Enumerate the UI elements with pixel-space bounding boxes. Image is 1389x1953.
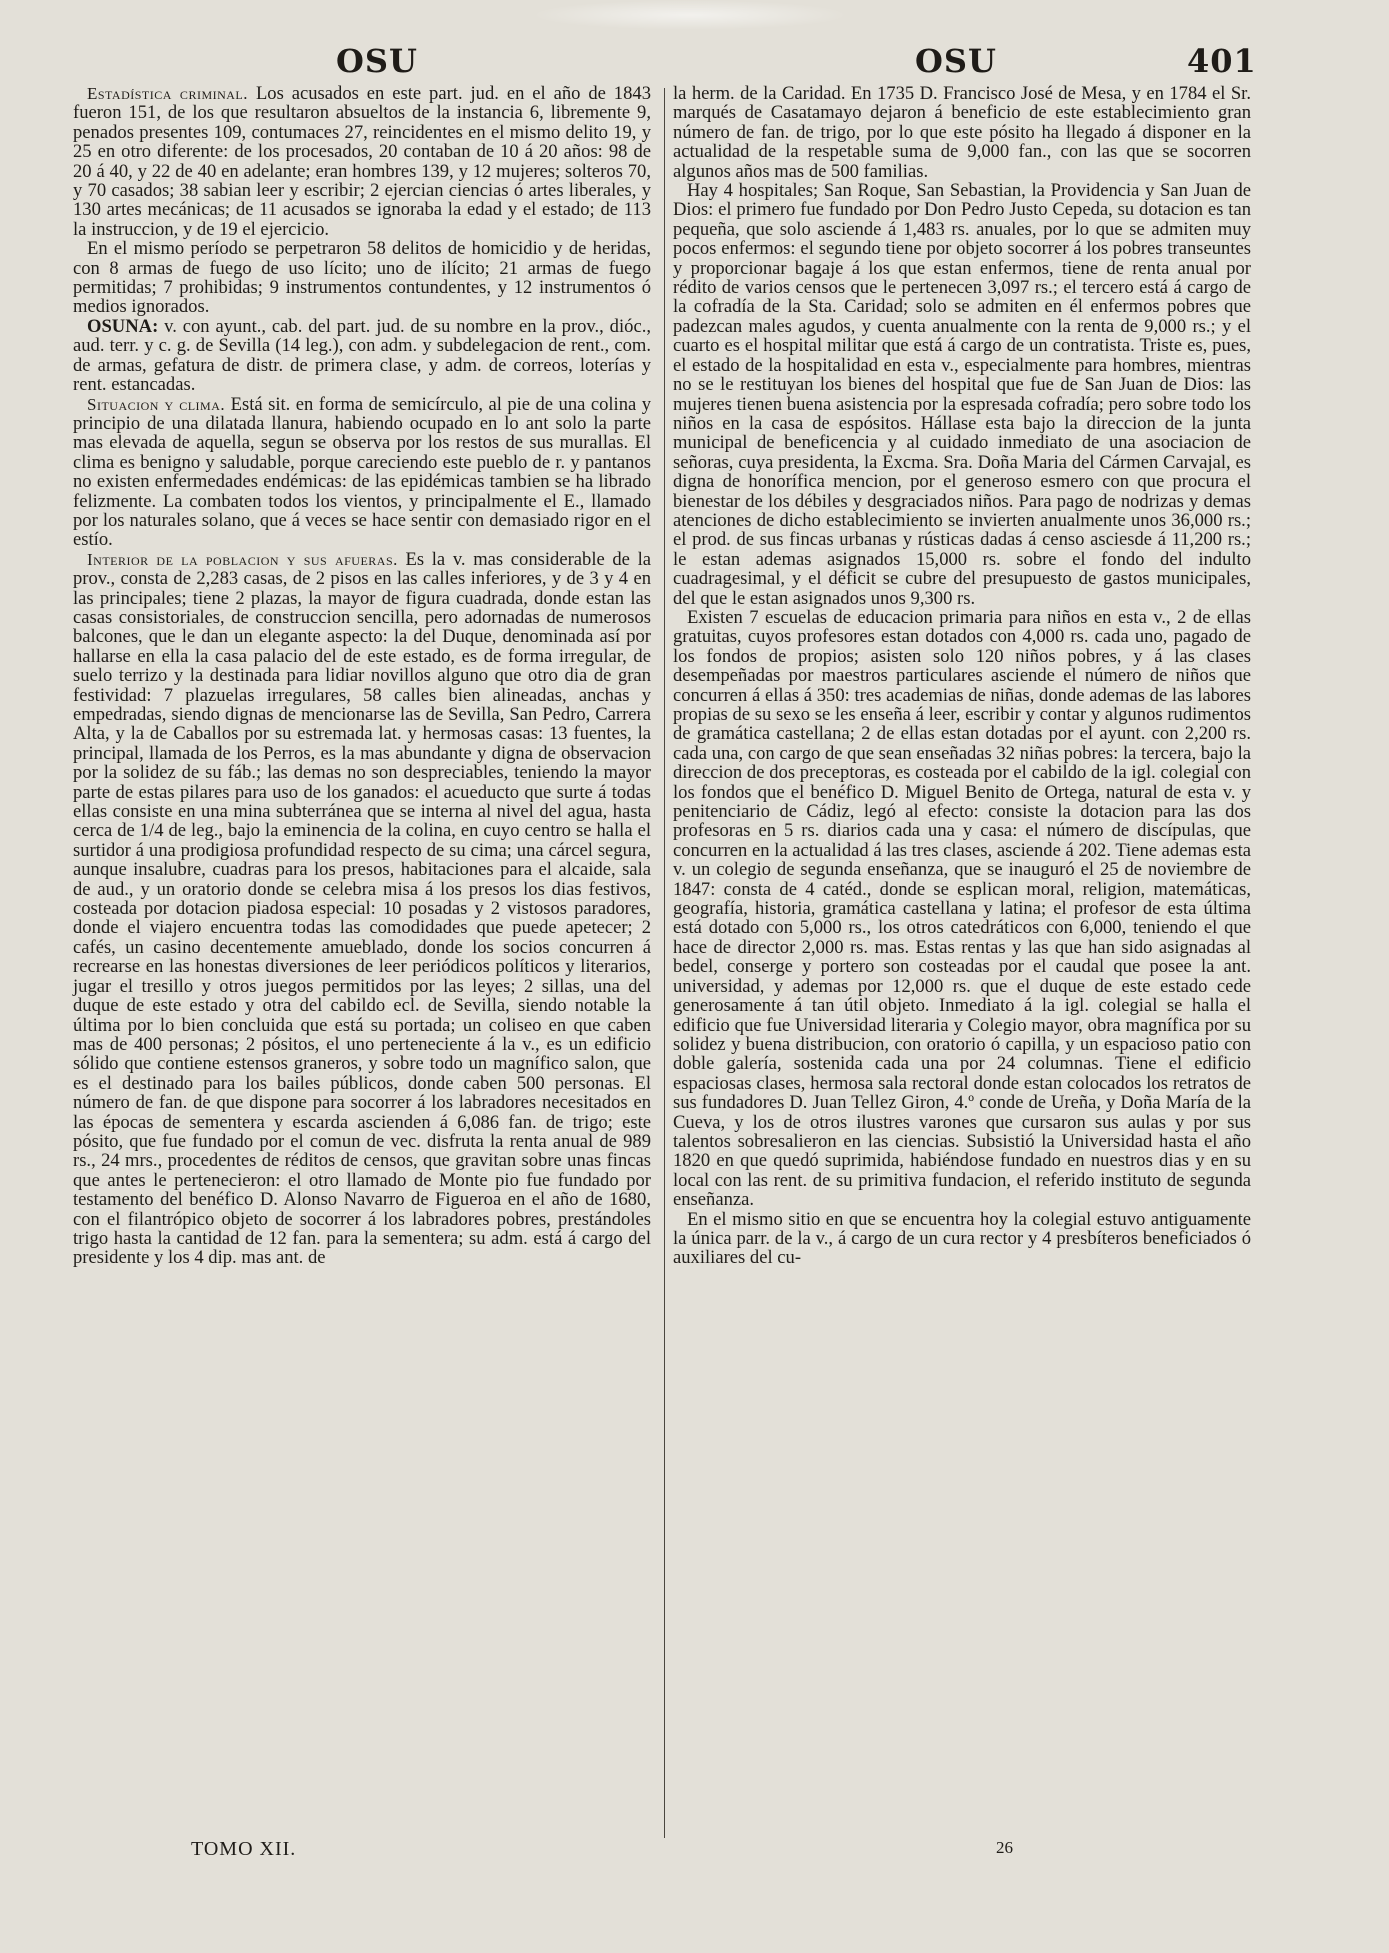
paragraph-text: Es la v. mas considerable de la prov., consta de 2,283 casas, de 2 pisos en las calles inferiores, y de 3 y 4 en las principales; tiene 2 plazas, la mayor de figura cuadrada, donde estan las casas consistoriales, de construccion sencilla, pero adornadas de numerosos balcones, que le dan un elegante aspecto: la del Duque, denominada así por hallarse en ella la casa palacio del de este estado, es de forma irregular, de suelo terrizo y la destinada para lidiar novillos alguno que otro dia de gran festividad: 7 plazuelas irregulares, 58 calles bien alineadas, anchas y empedradas, siendo dignas de mencionarse las de Sevilla, San Pedro, Carrera Alta, y la de Caballos por su estremada lat. y hermosas casas: 13 fuentes, la principal, llamada de los Perros, es la mas abundante y digna de observacion por la solidez de su fáb.; las demas no son despreciables, teniendo la mayor parte de estas pilares para uso de los ganados: el acueducto que surte á todas ellas consiste en una mina subterránea que se interna al nivel del agua, hasta cerca de 1/4 de leg., bajo la eminencia de la colina, en cuyo centro se halla el surtidor á una prodigiosa profundidad respecto de su cima; una cárcel segura, aunque insalubre, cuadras para los presos, habitaciones para el alcaide, sala de aud., y un oratorio donde se celebra misa á los presos los dias festivos, costeada por dotacion piadosa especial: 10 posadas y 2 vistosos paradores, donde el viajero encuentra todas las comodidades que puede apetecer; 2 cafés, un casino decentemente amueblado, donde los socios concurren á recrearse en las honestas diversiones de leer periódicos políticos y literarios, jugar el tresillo y otros juegos permitidos por las leyes; 2 sillas, una del duque de este estado y otra del cabildo ecl. de Sevilla, siendo notable la última por lo bien concluida que está su portada; un coliseo en que caben mas de 400 personas; 2 pósitos, el uno perteneciente á la v., es un edificio sólido que contiene estensos graneros, y sobre todo un magnífico salon, que es el destinado para los bailes públicos, donde caben 500 personas. El número de fan. de que dispone para socorrer á los labradores necesitados en las épocas de sementera y escarda ascienden á 6,086 fan. de trigo; este pósito, que fue fundado por el comun de vec. disfruta la renta anual de 989 rs., 24 mrs., procedentes de réditos de censos, que gravitan sobre unas fincas que antes le pertenecieron: el otro llamado de Monte pio fue fundado por testamento del benéfico D. Alonso Navarro de Figueroa en el año de 1680, con el filantrópico objeto de socorrer á los labradores pobres, prestándoles trigo hasta la cantidad de 12 fan. para la sementera; su adm. está á cargo del presidente y los 4 dip. mas ant. de	[73, 548, 651, 1269]
paragraph-text: Está sit. en forma de semicírculo, al pie de una colina y principio de una dilatada llanura, habiendo ocupado en lo ant solo la parte mas elevada de aquella, segun se observa por los restos de sus murallas. El clima es benigno y saludable, porque careciendo este pueblo de r. y pantanos no existen enfermedades endémicas: de las epidémicas tambien se ha librado felizmente. La combaten todos los vientos, y principalmente el E., llamado por los naturales solano, que á veces se hace sentir con demasiado rigor en el estío.	[73, 393, 652, 551]
column-divider	[664, 88, 665, 1838]
paragraph	[73, 239, 651, 317]
running-head-center: OSU	[915, 42, 997, 80]
page-number: 401	[1187, 42, 1257, 80]
paragraph: Existen 7 escuelas de educacion primaria para niños en esta v., 2 de ellas gratuitas, cuyos profesores estan dotados con 4,000 rs. cada uno, pagado de los fondos de propios; asisten solo 120 niños pobres, y á las clases desempeñadas por maestros particulares asciende el número de niños que concurren á ellas á 350: tres academias de niñas, donde ademas de las labores propias de su sexo se les enseña á leer, escribir y contar y algunos rudimentos de gramática castellana; 2 de ellas estan dotadas por el ayunt. con 2,200 rs. cada una, con cargo de que sean enseñadas 32 niñas pobres: la tercera, bajo la direccion de dos preceptoras, es costeada por el cabildo de la igl. colegial con los fondos que el benéfico D. Miguel Benito de Ortega, natural de esta v. y penitenciario de Cádiz, legó al efecto: consiste la dotacion para las dos profesoras en 5 rs. diarios cada una y casa: el número de discípulas, que concurren en la actualidad á las tres clases, asciende á 202. Tiene ademas esta v. un colegio de segunda enseñanza, que se inauguró el 25 de noviembre de 1847: consta de 4 catéd., donde se esplican moral, religion, matemáticas, geografía, historia, gramática castellana y latina; el profesor de esta última está dotado con 5,000 rs., los otros catedráticos con 6,000, teniendo el que hace de director 2,000 rs. mas. Estas rentas y las que han sido asignadas al bedel, conserge y portero son costeadas por el caudal que posee la ant. universidad, y ademas por 12,000 rs. que el duque de este estado cede generosamente á tan útil objeto. Inmediato á la igl. colegial se halla el edificio que fue Universidad literaria y Colegio mayor, obra magnífica por su solidez y buena distribucion, con oratorio ó capilla, y un espacioso patio con doble galería, sostenida cada una por 24 columnas. Tiene el edificio espaciosas clases, hermosa sala rectoral donde estan colocados los retratos de sus fundadores D. Juan Tellez Giron, 4.º conde de Ureña, y Doña María de la Cueva, y los de otros ilustres varones que cursaron sus aulas y por sus talentos sobresalieron en las ciencias. Subsistió la Universidad hasta el año 1820 en que quedó suprimida, habiéndose fundado en nuestros dias y en su local con las rent. de su primitiva fundacion, el referido instituto de segunda enseñanza.	[673, 606, 1251, 1211]
section-label: Interior de la poblacion y sus afueras.	[87, 549, 398, 569]
paragraph: Hay 4 hospitales; San Roque, San Sebastian, la Providencia y San Juan de Dios: el primero fue fundado por Don Pedro Justo Cepeda, su dotacion es tan pequeña, que solo asciende á 1,483 rs. anuales, por lo que se admiten muy pocos enfermos: el segundo tiene por objeto socorrer á los pobres transeuntes y proporcionar bagaje á los que estan enfermos, tiene de renta anual por rédito de varios censos que le pertenecen 3,097 rs.; el tercero está á cargo de la cofradía de la Sta. Caridad; solo se admiten en él enfermos pobres que padezcan males agudos, y cuenta anualmente con la renta de 9,000 rs.; y el cuarto es el hospital militar que está á cargo de un contratista. Triste es, pues, el estado de la hospitalidad en esta v., especialmente para hombres, mientras no se le restituyan los bienes del hospital que fue de San Juan de Dios: las mujeres tienen buena asistencia por la espresada cofradía; pero sobre todo los niños en la casa de espósitos. Hállase esta bajo la direccion de la junta municipal de beneficencia y al cuidado inmediato de una asociacion de señoras, cuya presidenta, la Excma. Sra. Doña Maria del Cármen Carvajal, es digna de honorífica mencion, por el generoso esmero con que procura el bienestar de los débiles y desgraciados niños. Para pago de nodrizas y demas atenciones de dicho establecimiento se invierten anualmente unos 36,000 rs.; el prod. de sus fincas urbanas y rústicas dadas á censo asciesde á 11,200 rs.; le estan ademas asignados 15,000 rs. sobre el fondo del indulto cuadragesimal, y el déficit se cubre del presupuesto de gastos municipales, del que le estan asignados unos 9,300 rs.	[673, 180, 1251, 609]
left-column	[73, 84, 651, 1268]
paragraph-text: Los acusados en este part. jud. en el año de 1843 fueron 151, de los que resultaron absueltos de la instancia 6, libremente 9, penados presentes 109, contumaces 27, reincidentes en el mismo delito 19, y 25 en otro diferente: de los procesados, 20 contaban de 10 á 20 años: 98 de 20 á 40, y 22 de 40 en adelante; eran hombres 139, y 12 mujeres; solteros 70, y 70 casados; 38 sabian leer y escribir; 2 ejercian ciencias ó artes liberales, y 130 artes mecánicas; de 11 acusados se ignoraba la edad y el estado; de 113 la instruccion, y de 19 el ejercicio.	[73, 83, 651, 240]
paragraph	[73, 550, 651, 1268]
paragraph-text: En el mismo período se perpetraron 58 delitos de homicidio y de heridas, con 8 armas de fuego de uso lícito; uno de ilícito; 21 armas de fuego permitidas; 7 prohibidas; 9 instrumentos contundentes, y 12 instrumentos ó medios ignorados.	[73, 238, 651, 318]
running-head-left: OSU	[336, 42, 418, 80]
volume-label: TOMO XII.	[191, 1838, 297, 1860]
paragraph	[73, 395, 651, 550]
paragraph: En el mismo sitio en que se encuentra hoy la colegial estuvo antiguamente la única parr. de la v., á cargo de un cura rector y 4 presbíteros beneficiados ó auxiliares del cu-	[673, 1208, 1251, 1269]
right-column	[673, 84, 1251, 1268]
paragraph: la herm. de la Caridad. En 1735 D. Francisco José de Mesa, y en 1784 el Sr. marqués de Casatamayo dejaron á beneficio de este establecimiento gran número de fan. de trigo, por lo que este pósito ha llegado á disponer en la actualidad de la respetable suma de 9,000 fan., con las que se socorren algunos años mas de 500 familias.	[673, 83, 1251, 182]
paragraph	[73, 317, 651, 395]
signature-mark: 26	[996, 1838, 1013, 1857]
section-label: Situacion y clima.	[87, 394, 226, 414]
paragraph	[73, 84, 651, 239]
entry-headword: OSUNA:	[87, 315, 159, 337]
section-label: Estadística criminal.	[87, 84, 249, 103]
paragraph-text: v. con ayunt., cab. del part. jud. de su nombre en la prov., dióc., aud. terr. y c. g. de Sevilla (14 leg.), con adm. y subdelegacion de rent., com. de armas, gefatura de distr. de primera clase, y adm. de correos, loterías y rent. estancadas.	[73, 315, 651, 396]
